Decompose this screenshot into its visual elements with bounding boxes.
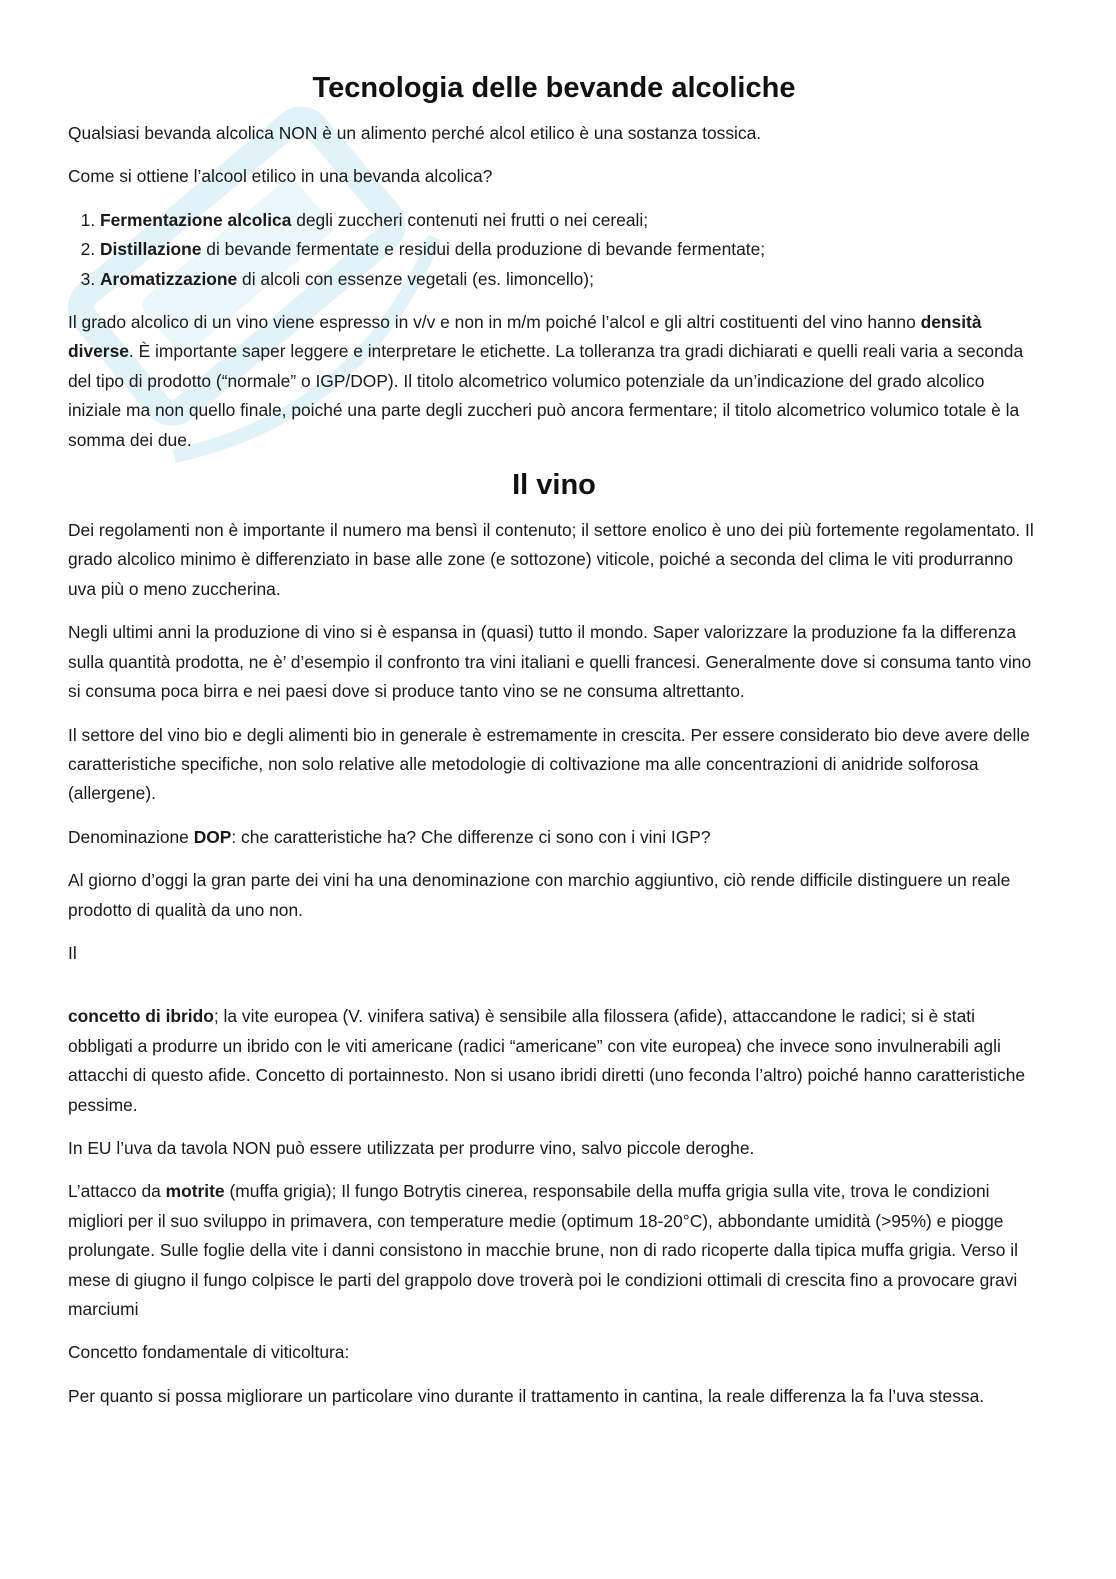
il-fragment: Il <box>68 942 77 963</box>
document-page <box>68 62 1040 1425</box>
bold-term: motrite <box>165 1181 225 1202</box>
dop-paragraph <box>68 823 1040 852</box>
vino-paragraph-3: Il settore del vino bio e degli alimenti bio in generale è estremamente in crescita. Per essere considerato bio deve avere delle caratteristiche specifiche, non solo relative alle metodologie di coltivazione ma alle concentrazioni di anidride solforosa (allergene). <box>68 724 1030 804</box>
bold-term: densità diverse <box>68 312 982 362</box>
page-title: Tecnologia delle bevande alcoliche <box>312 72 796 104</box>
text: Il grado alcolico di un vino viene espresso in v/v e non in m/m poiché l’alcol e gli altri costituenti del vino hanno <box>68 312 921 333</box>
grado-paragraph <box>68 308 1040 455</box>
intro-paragraph-1: Qualsiasi bevanda alcolica NON è un alimento perché alcol etilico è una sostanza tossica. <box>68 123 762 143</box>
method-term: Fermentazione alcolica <box>100 209 292 230</box>
vino-paragraph-10: Concetto fondamentale di viticoltura: <box>68 1342 350 1363</box>
vino-paragraph-2: Negli ultimi anni la produzione di vino si è espansa in (quasi) tutto il mondo. Saper valorizzare la produzione fa la differenza sulla quantità prodotta, ne è’ d’esempio il confronto tra vini italiani e quelli francesi. Generalmente dove si consuma tanto vino si consuma poca birra e nei paesi dove si produce tanto vino se ne consuma altrettanto. <box>68 622 1032 702</box>
section-title: Il vino <box>512 469 596 502</box>
ibrido-paragraph <box>68 1002 1040 1120</box>
method-term: Distillazione <box>100 239 202 260</box>
text: L’attacco da <box>68 1181 166 1202</box>
production-methods-list <box>68 206 1040 294</box>
vino-paragraph-8: In EU l’uva da tavola NON può essere utilizzata per produrre vino, salvo piccole deroghe. <box>68 1137 755 1158</box>
vino-paragraph-11: Per quanto si possa migliorare un particolare vino durante il trattamento in cantina, la reale differenza la fa l’uva stessa. <box>68 1385 985 1406</box>
list-item <box>100 235 1040 264</box>
motrite-paragraph <box>68 1177 1040 1324</box>
bold-term: concetto di ibrido <box>68 1006 214 1027</box>
text: (muffa grigia); Il fungo Botrytis cinerea, responsabile della muffa grigia sulla vite, trova le condizioni migliori per il suo sviluppo in primavera, con temperature medie (optimum 18-20°C), abbondante umidità (>95%) e piogge prolungate. Sulle foglie della vite i danni consistono in macchie brune, non di rado ricoperte dalla tipica muffa grigia. Verso il mese di giugno il fungo colpisce le parti del grappolo dove troverà poi le condizioni ottimali di crescita fino a provocare gravi marciumi <box>68 1181 1018 1319</box>
list-item <box>100 206 1040 235</box>
method-desc: degli zuccheri contenuti nei frutti o nei cereali; <box>291 209 649 230</box>
intro-paragraph-2: Come si ottiene l’alcool etilico in una bevanda alcolica? <box>68 166 493 187</box>
text: : che caratteristiche ha? Che differenze ci sono con i vini IGP? <box>231 826 711 847</box>
text: . È importante saper leggere e interpretare le etichette. La tolleranza tra gradi dichiarati e quelli reali varia a seconda del tipo di prodotto (“normale” o IGP/DOP). Il titolo alcometrico volumico potenziale da un’indicazione del grado alcolico iniziale ma non quello finale, poiché una parte degli zuccheri può ancora fermentare; il titolo alcometrico volumico totale è la somma dei due. <box>68 341 1024 450</box>
text: ; la vite europea (V. vinifera sativa) è sensibile alla filossera (afide), attaccandone le radici; si è stati obbligati a produrre un ibrido con le viti americane (radici “americane” con vite europea) che invece sono invulnerabili agli attacchi di questo afide. Concetto di portainnesto. Non si usano ibridi diretti (uno feconda l’altro) poiché hanno caratteristiche pessime. <box>68 1006 1026 1115</box>
method-term: Aromatizzazione <box>100 268 238 289</box>
text: Denominazione <box>68 826 194 847</box>
list-item <box>100 265 1040 294</box>
vino-paragraph-5: Al giorno d’oggi la gran parte dei vini ha una denominazione con marchio aggiuntivo, ciò rende difficile distinguere un reale prodotto di qualità da uno non. <box>68 870 1011 920</box>
vino-paragraph-1: Dei regolamenti non è importante il numero ma bensì il contenuto; il settore enolico è uno dei più fortemente regolamentato. Il grado alcolico minimo è differenziato in base alle zone (e sottozone) viticole, poiché a seconda del clima le viti produrranno uva più o meno zuccherina. <box>68 520 1034 599</box>
method-desc: di alcoli con essenze vegetali (es. limoncello); <box>237 268 594 289</box>
bold-term: DOP <box>193 826 232 847</box>
method-desc: di bevande fermentate e residui della produzione di bevande fermentate; <box>201 239 766 260</box>
